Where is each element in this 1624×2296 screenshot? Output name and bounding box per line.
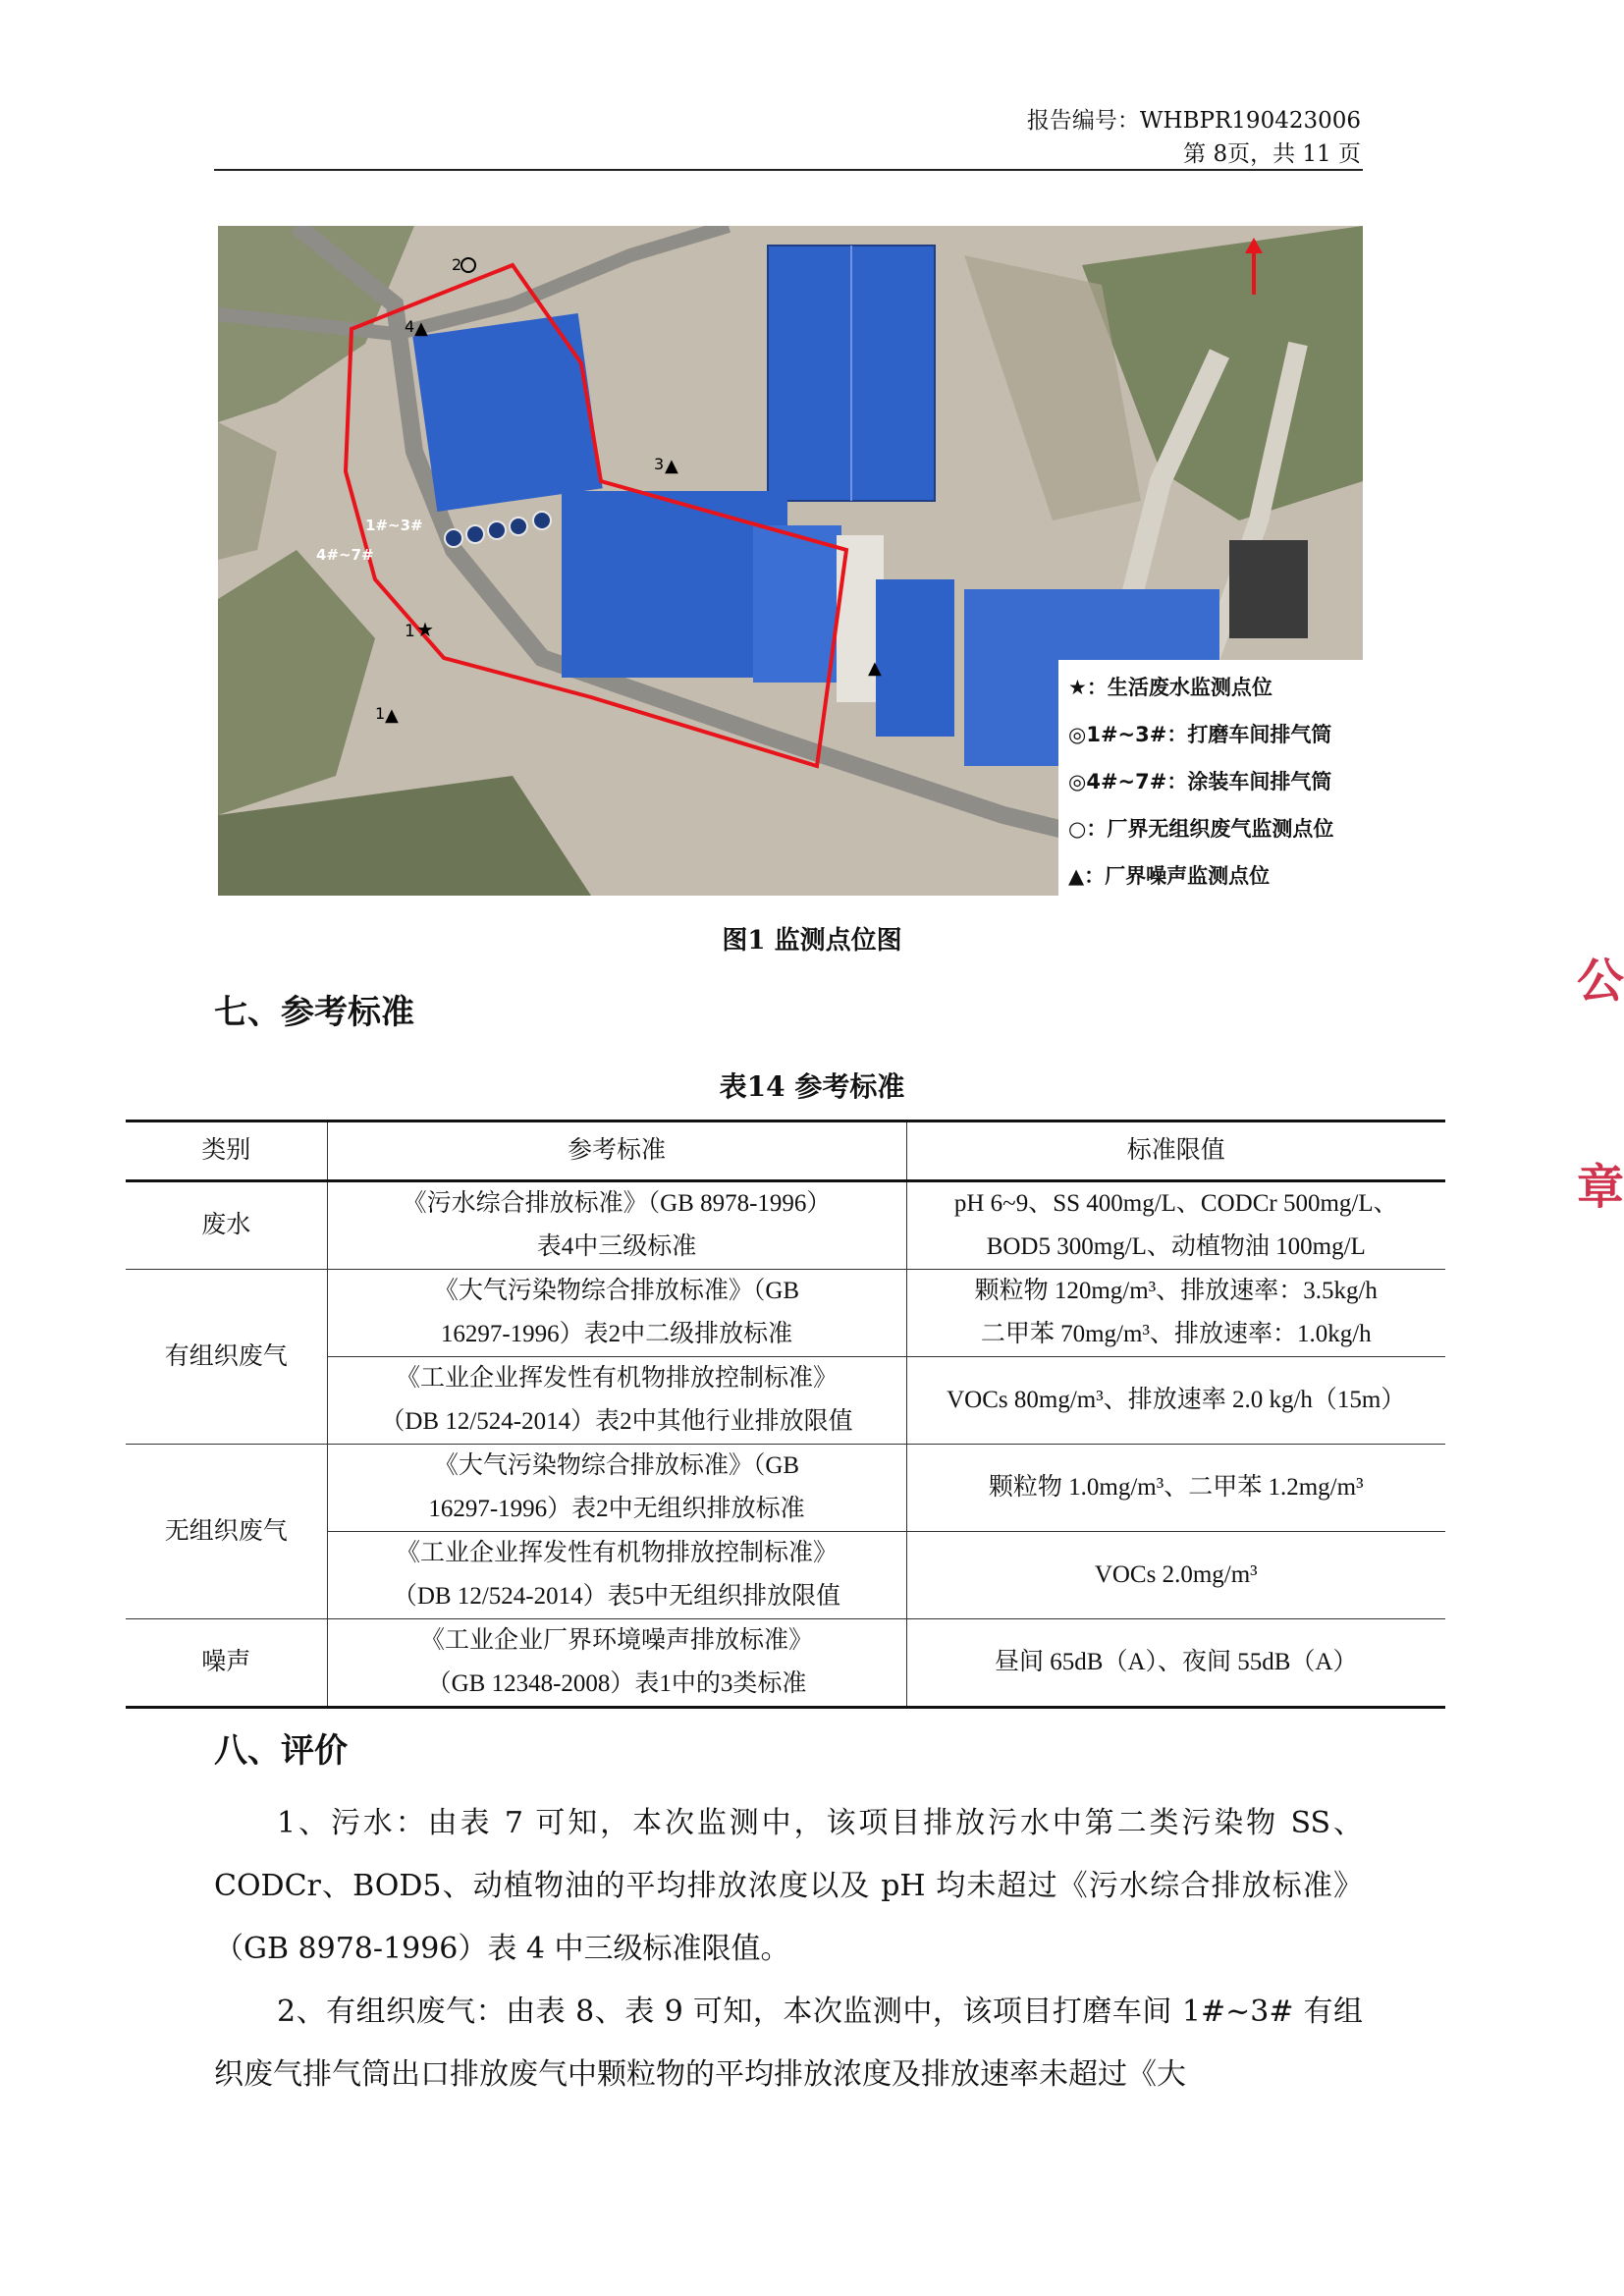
stack-group-4-7-label: 4#~7# xyxy=(316,546,374,564)
table-row xyxy=(126,1181,1445,1270)
legend-label: 厂界无组织废气监测点位 xyxy=(1107,817,1334,841)
legend-item-fugitive-gas: ○：厂界无组织废气监测点位 xyxy=(1068,817,1334,841)
standard-line: 表4中三级标准 xyxy=(536,1233,697,1260)
header-divider xyxy=(214,169,1363,171)
legend-item-coating-stacks xyxy=(1068,766,1331,795)
legend-label: 4#~7#：涂装车间排气筒 xyxy=(1086,770,1332,793)
limit-cell: 昼间 65dB（A）、夜间 55dB（A） xyxy=(906,1619,1445,1708)
figure-caption: 图1 监测点位图 xyxy=(722,926,902,956)
limit-line: 二甲苯 70mg/m³、排放速率：1.0kg/h xyxy=(980,1321,1372,1347)
section-7-heading: 七、参考标准 xyxy=(214,993,414,1032)
table-row xyxy=(126,1445,1445,1532)
circle-icon: ○ xyxy=(1068,817,1087,841)
report-number: 报告编号：WHBPR190423006 xyxy=(1026,108,1361,134)
limit-line: 颗粒物 120mg/m³、排放速率：3.5kg/h xyxy=(974,1278,1378,1304)
map-legend xyxy=(1058,660,1363,896)
standard-line: 《工业企业挥发性有机物排放控制标准》 xyxy=(395,1365,838,1392)
section-8-heading: 八、评价 xyxy=(214,1731,348,1771)
category-cell: 有组织废气 xyxy=(126,1270,327,1445)
point-1-star-label: 1 xyxy=(405,622,415,641)
standard-cell xyxy=(327,1357,906,1445)
legend-item-noise: ▲：厂界噪声监测点位 xyxy=(1068,864,1271,888)
triangle-marker-3: ▲ xyxy=(665,456,678,476)
legend-item-wastewater: ★：生活废水监测点位 xyxy=(1068,676,1272,699)
point-4-label: 4 xyxy=(405,317,415,336)
seal-stamp-fragment-bottom: 章 xyxy=(1577,1160,1624,1215)
point-2-circle-label: 2 xyxy=(452,255,462,274)
point-1-tri-label: 1 xyxy=(375,704,386,723)
standard-cell xyxy=(327,1619,906,1708)
limit-cell xyxy=(906,1270,1445,1357)
limit-cell: VOCs 80mg/m³、排放速率 2.0 kg/h（15m） xyxy=(906,1357,1445,1445)
legend-label: 1#~3#：打磨车间排气筒 xyxy=(1086,723,1332,746)
limit-cell: 颗粒物 1.0mg/m³、二甲苯 1.2mg/m³ xyxy=(906,1445,1445,1532)
star-icon: ★ xyxy=(1068,676,1087,699)
point-3-label: 3 xyxy=(654,455,665,473)
category-cell: 无组织废气 xyxy=(126,1445,327,1619)
standard-line: （GB 12348-2008）表1中的3类标准 xyxy=(426,1670,807,1697)
triangle-marker-1: ▲ xyxy=(385,705,399,726)
table-row xyxy=(126,1270,1445,1357)
table-row xyxy=(126,1619,1445,1708)
stack-group-1-3-label: 1#~3# xyxy=(365,517,423,534)
limit-line: BOD5 300mg/L、动植物油 100mg/L xyxy=(986,1233,1366,1260)
standard-line: （DB 12/524-2014）表2中其他行业排放限值 xyxy=(380,1408,853,1435)
limit-cell xyxy=(906,1181,1445,1270)
col-header-category: 类别 xyxy=(126,1121,327,1181)
standard-line: 《工业企业挥发性有机物排放控制标准》 xyxy=(395,1540,838,1566)
standard-cell xyxy=(327,1445,906,1532)
reference-standards-table xyxy=(126,1120,1445,1709)
report-header xyxy=(1027,104,1361,171)
evaluation-paragraph-organized-gas: 2、有组织废气：由表 8、表 9 可知，本次监测中，该项目打磨车间 1#~3# 有组织废气排气筒出口排放废气中颗粒物的平均排放浓度及排放速率未超过《大 xyxy=(214,1995,1363,2092)
legend-label: 生活废水监测点位 xyxy=(1107,676,1272,699)
standard-line: 《污水综合排放标准》（GB 8978-1996） xyxy=(402,1190,832,1217)
category-cell: 噪声 xyxy=(126,1619,327,1708)
limit-line: pH 6~9、SS 400mg/L、CODCr 500mg/L、 xyxy=(953,1190,1398,1217)
triangle-icon: ▲ xyxy=(1068,864,1085,888)
standard-cell xyxy=(327,1181,906,1270)
col-header-limit: 标准限值 xyxy=(906,1121,1445,1181)
standard-line: 《大气污染物综合排放标准》（GB xyxy=(433,1278,800,1304)
seal-stamp-fragment-top: 公 xyxy=(1577,954,1624,1009)
triangle-marker-4: ▲ xyxy=(414,318,428,339)
standard-line: （DB 12/524-2014）表5中无组织排放限值 xyxy=(392,1583,841,1610)
table-header-row xyxy=(126,1121,1445,1181)
category-cell: 废水 xyxy=(126,1181,327,1270)
legend-label: 厂界噪声监测点位 xyxy=(1105,864,1271,888)
page-info: 第 8页，共 11 页 xyxy=(1183,141,1361,167)
legend-item-grinding-stacks xyxy=(1068,719,1331,748)
standard-line: 《大气污染物综合排放标准》（GB xyxy=(433,1452,800,1479)
standard-cell xyxy=(327,1532,906,1619)
star-marker: ★ xyxy=(416,618,434,641)
double-circle-icon: ◎ xyxy=(1068,770,1087,793)
evaluation-paragraph-wastewater: 1、污水：由表 7 可知，本次监测中，该项目排放污水中第二类污染物 SS、CODCr、BOD5、动植物油的平均排放浓度以及 pH 均未超过《污水综合排放标准》（GB 8978-1996）表 4 中三级标准限值。 xyxy=(214,1806,1363,1966)
limit-cell: VOCs 2.0mg/m³ xyxy=(906,1532,1445,1619)
double-circle-icon: ◎ xyxy=(1068,723,1087,746)
standard-line: 16297-1996）表2中二级排放标准 xyxy=(440,1321,793,1347)
evaluation-text xyxy=(214,1792,1363,2106)
standard-line: 《工业企业厂界环境噪声排放标准》 xyxy=(419,1627,813,1654)
triangle-marker-5: ▲ xyxy=(868,658,882,679)
col-header-standard: 参考标准 xyxy=(327,1121,906,1181)
table-14-title: 表14 参考标准 xyxy=(719,1070,905,1103)
standard-cell xyxy=(327,1270,906,1357)
standard-line: 16297-1996）表2中无组织排放标准 xyxy=(428,1496,805,1522)
